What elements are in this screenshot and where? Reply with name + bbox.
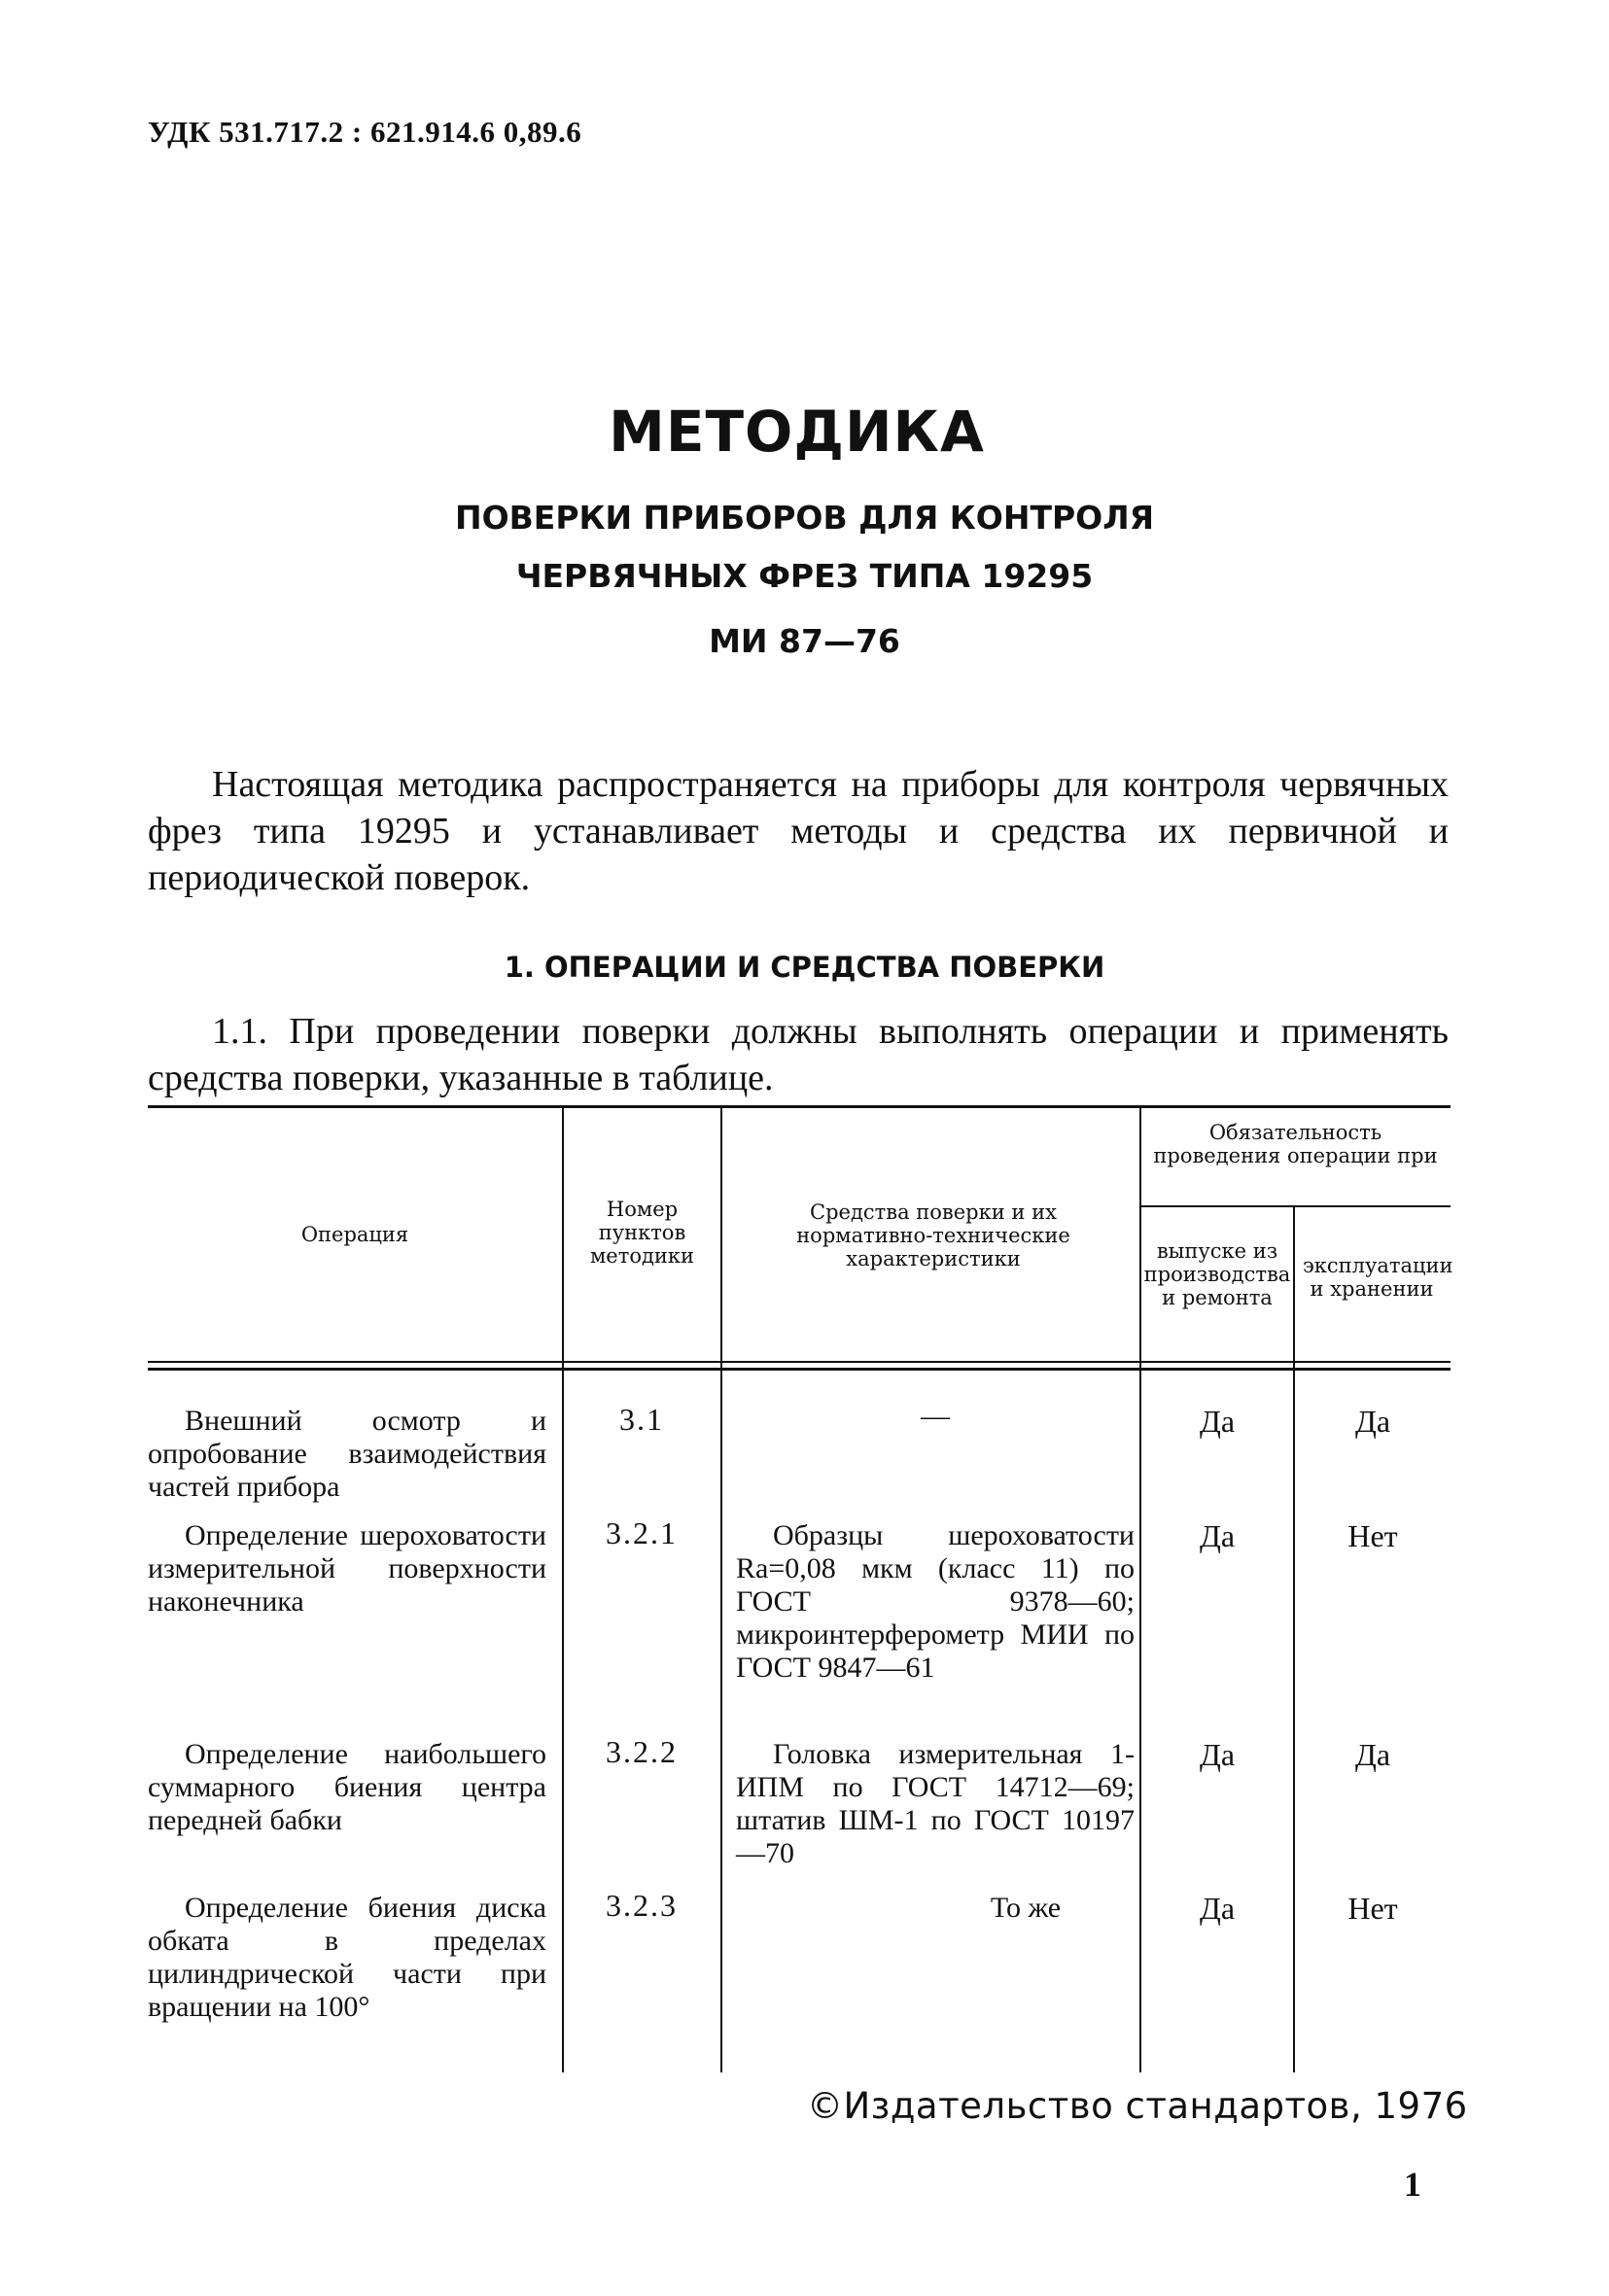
table-col-divider-2 — [720, 1108, 722, 2072]
udc-code: УДК 531.717.2 : 621.914.6 0,89.6 — [148, 115, 582, 149]
header-operation: Операция — [300, 1223, 409, 1246]
table-row-4-item: 3.2.3 — [606, 1888, 678, 1923]
table-row-2-means: Образцы шероховатости Ra=0,08 мкм (класс 11) по ГОСТ 9378—60; микроинтерферометр МИИ по ГОСТ 9847—61 — [736, 1519, 1135, 1684]
table-row-4-operation: Определение биения диска обката в пределах цилиндрической части при вращении на 100° — [148, 1892, 546, 2023]
table-top-rule — [148, 1105, 1451, 1108]
table-obligation-rule — [1139, 1205, 1451, 1207]
document-title: МЕТОДИКА — [609, 399, 985, 465]
table-row-4-release: Да — [1199, 1891, 1236, 1926]
header-operation-storage: эксплуатации и хранении — [1303, 1254, 1453, 1301]
table-row-1-operation-storage: Да — [1354, 1404, 1391, 1439]
table-row-3-means: Головка измерительная 1-ИПМ по ГОСТ 14712—69; штатив ШМ-1 по ГОСТ 10197—70 — [736, 1738, 1135, 1869]
document-subtitle-line-1: ПОВЕРКИ ПРИБОРОВ ДЛЯ КОНТРОЛЯ — [454, 499, 1155, 537]
paragraph-1-1: 1.1. При проведении поверки должны выполнять операции и применять средства поверки, указанные в таблице. — [148, 1011, 1449, 1098]
table-row-2-release: Да — [1199, 1518, 1236, 1553]
header-means: Средства поверки и их нормативно-технические характеристики — [796, 1200, 1070, 1270]
table-row-4-means: То же — [990, 1892, 1062, 1924]
table-row-3-release: Да — [1199, 1737, 1236, 1772]
table-row-3-operation-storage: Да — [1354, 1737, 1391, 1772]
table-row-2-item: 3.2.1 — [606, 1515, 678, 1550]
section-heading: 1. ОПЕРАЦИИ И СРЕДСТВА ПОВЕРКИ — [504, 951, 1105, 984]
document-code: МИ 87—76 — [709, 622, 900, 660]
table-row-4-operation-storage: Нет — [1347, 1891, 1398, 1926]
table-header-rule-1 — [148, 1361, 1451, 1363]
table-row-3-item: 3.2.2 — [606, 1734, 678, 1769]
table-row-2-operation-storage: Нет — [1347, 1518, 1398, 1553]
table-col-divider-4 — [1293, 1207, 1295, 2072]
table-row-1-item: 3.1 — [619, 1402, 664, 1437]
publisher-imprint: ©Издательство стандартов, 1976 — [807, 2085, 1468, 2127]
header-item-numbers: Номер пунктов методики — [589, 1198, 695, 1268]
table-header-rule-2 — [148, 1368, 1451, 1371]
intro-paragraph: Настоящая методика распространяется на приборы для контроля червячных фрез типа 19295 и устанавливает методы и средства их первичной и периодической поверок. — [148, 764, 1449, 898]
header-release: выпуске из производства и ремонта — [1143, 1239, 1291, 1309]
table-row-2-operation: Определение шероховатости измерительной поверхности наконечника — [148, 1519, 546, 1618]
table-row-1-operation: Внешний осмотр и опробование взаимодействия частей прибора — [148, 1405, 546, 1503]
table-row-3-operation: Определение наибольшего суммарного биения центра передней бабки — [148, 1738, 546, 1836]
table-row-1-release: Да — [1199, 1404, 1236, 1439]
header-obligation: Обязательность проведения операции при — [1153, 1121, 1438, 1167]
document-subtitle-line-2: ЧЕРВЯЧНЫХ ФРЕЗ ТИПА 19295 — [515, 557, 1094, 595]
table-row-1-means: — — [921, 1400, 950, 1432]
page-number: 1 — [1404, 2165, 1421, 2204]
